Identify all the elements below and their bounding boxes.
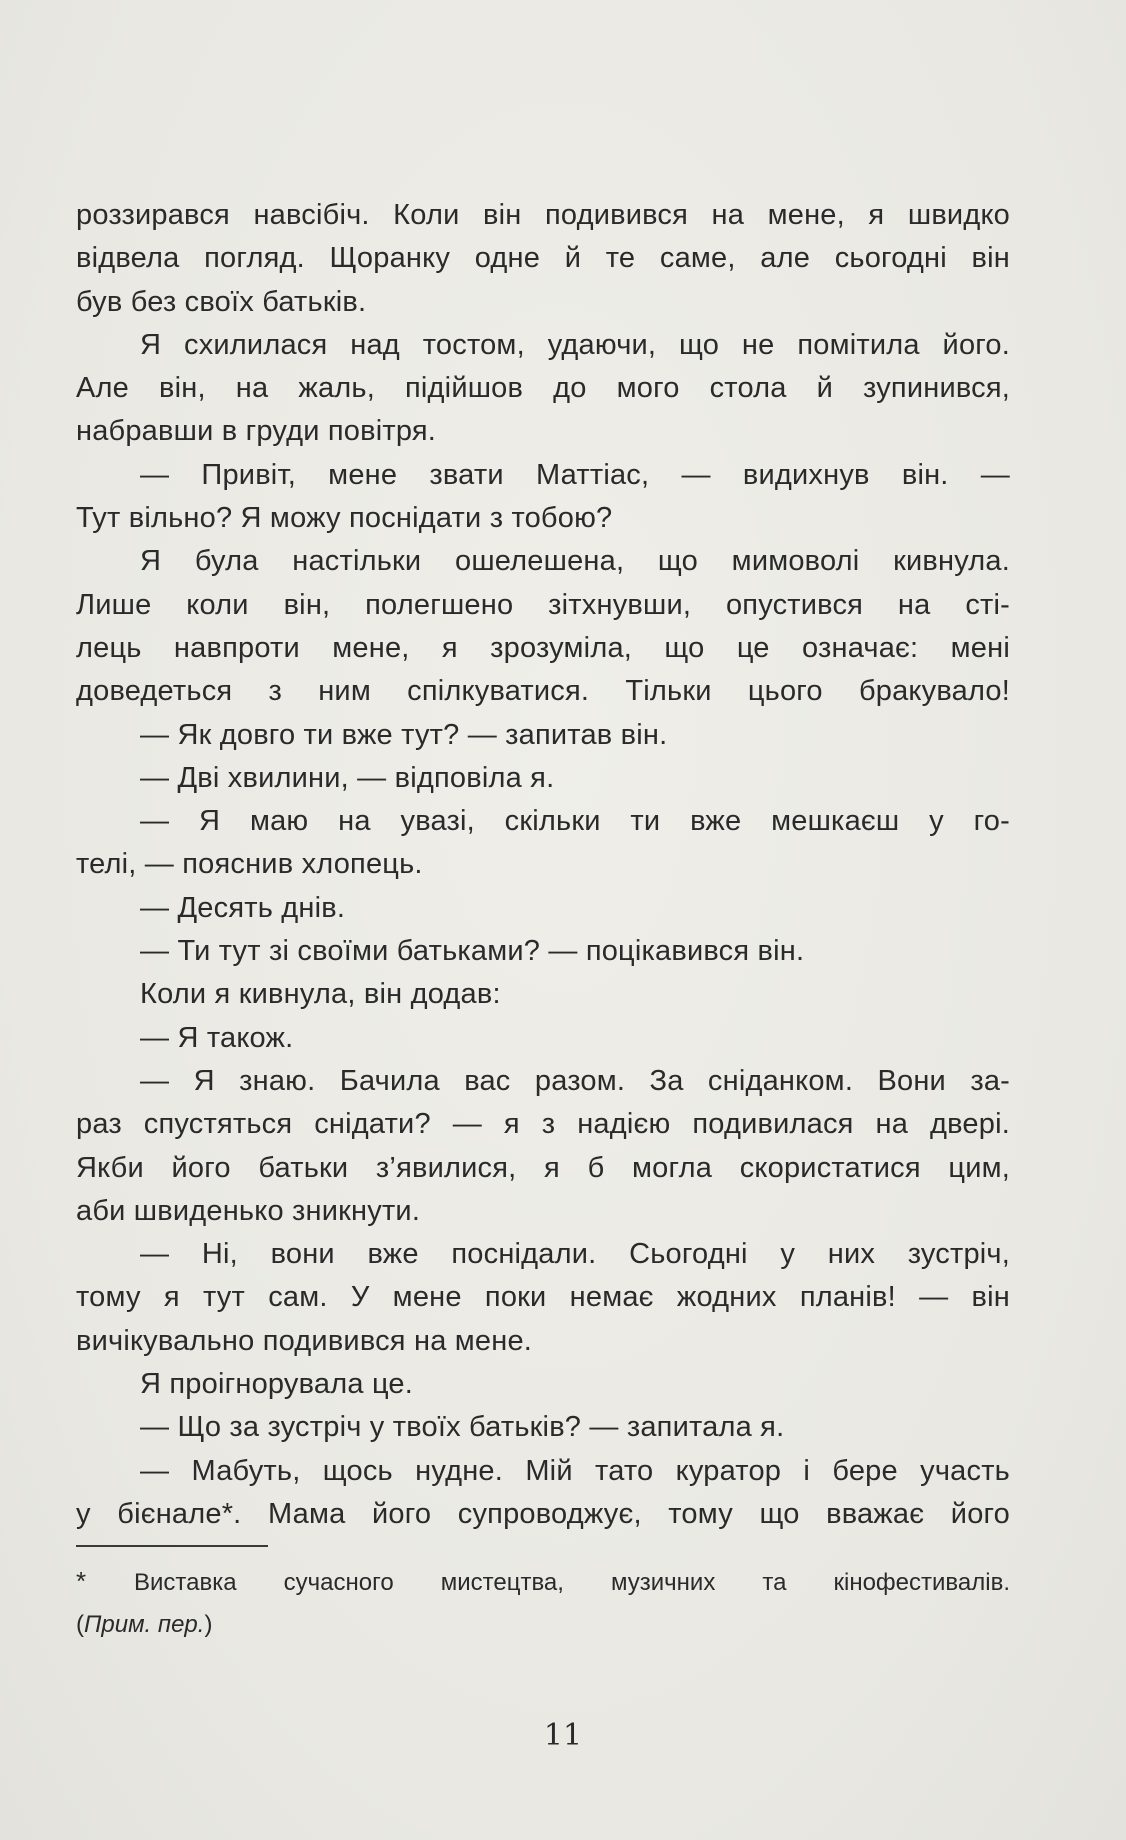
footnote-note-close: ) <box>204 1611 213 1638</box>
text-line: лець навпроти мене, я зрозуміла, що це означає: мені <box>76 631 1010 664</box>
text-line: — Як довго ти вже тут? — запитав він. <box>140 718 668 751</box>
text-line: — Дві хвилини, — відповіла я. <box>140 761 555 794</box>
text-line: тому я тут сам. У мене поки немає жодних планів! — він <box>76 1281 1010 1314</box>
text-line: Я схилилася над тостом, удаючи, що не помітила його. <box>140 328 1010 361</box>
text-line: доведеться з ним спілкуватися. Тільки цього бракувало! <box>76 675 1010 708</box>
text-line: — Десять днів. <box>140 891 346 924</box>
footnote-text: Виставка сучасного мистецтва, музичних та кінофестивалів. <box>134 1569 1010 1596</box>
page-number: 11 <box>543 1718 583 1753</box>
text-line: аби швиденько зникнути. <box>76 1194 421 1227</box>
footnote-note <box>76 1604 1010 1646</box>
text-line: — Я маю на увазі, скільки ти вже мешкаєш у го- <box>140 805 1010 838</box>
text-line: роззирався навсібіч. Коли він подивився на мене, я швидко <box>76 199 1010 231</box>
text-line: Я проігнорувала це. <box>140 1368 414 1401</box>
text-line: Коли я кивнула, він додав: <box>140 978 501 1011</box>
text-line: — Ні, вони вже поснідали. Сьогодні у них зустріч, <box>140 1238 1010 1271</box>
body-text <box>76 194 1010 1536</box>
text-line: відвела погляд. Щоранку одне й те саме, але сьогодні він <box>76 242 1010 275</box>
footnote-marker: * <box>76 1566 87 1596</box>
text-line: — Ти тут зі своїми батьками? — поцікавився він. <box>140 935 805 968</box>
text-line: раз спустяться снідати? — я з надією подивилася на двері. <box>76 1108 1010 1141</box>
footnote-note-label: Прим. пер. <box>84 1611 205 1638</box>
footnote-divider <box>76 1545 268 1547</box>
text-line: — Привіт, мене звати Маттіас, — видихнув він. — <box>140 458 1010 491</box>
text-line: Тут вільно? Я можу поснідати з тобою? <box>76 502 613 535</box>
footnote <box>76 1560 1010 1646</box>
text-line: телі, — пояснив хлопець. <box>76 848 423 881</box>
text-line: Якби його батьки з’явилися, я б могла скористатися цим, <box>76 1151 1010 1184</box>
footnote-note-open: ( <box>76 1611 84 1638</box>
footnote-first-line <box>76 1560 1010 1604</box>
text-line: Лише коли він, полегшено зітхнувши, опустився на сті- <box>76 588 1010 621</box>
text-line: — Мабуть, щось нудне. Мій тато куратор і бере участь <box>140 1454 1010 1487</box>
text-line: Але він, на жаль, підійшов до мого стола й зупинився, <box>76 372 1010 405</box>
text-line: Я була настільки ошелешена, що мимоволі кивнула. <box>140 545 1010 578</box>
text-line: набравши в груди повітря. <box>76 415 437 448</box>
text-line: у бієнале*. Мама його супроводжує, тому що вважає його <box>76 1497 1010 1530</box>
text-line: — Я знаю. Бачила вас разом. За сніданком. Вони за- <box>140 1064 1010 1097</box>
text-line: був без своїх батьків. <box>76 285 367 318</box>
text-line: — Я також. <box>140 1021 294 1054</box>
text-line: вичікувально подивився на мене. <box>76 1324 533 1357</box>
text-line: — Що за зустріч у твоїх батьків? — запитала я. <box>140 1411 785 1444</box>
